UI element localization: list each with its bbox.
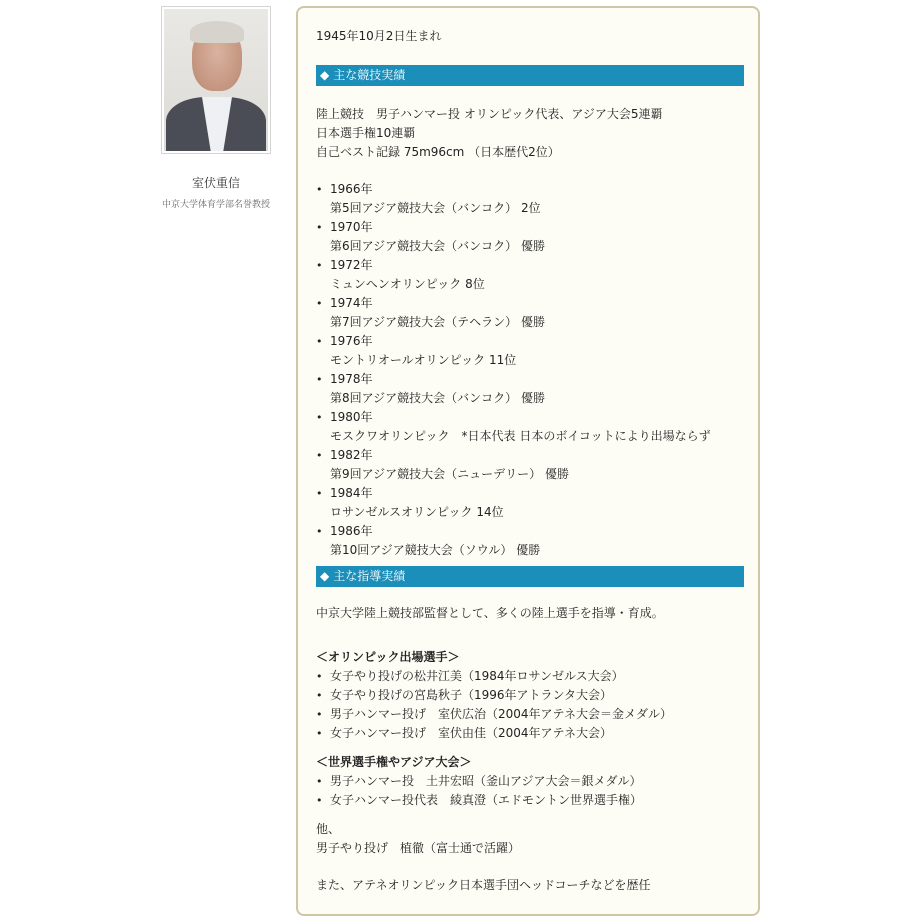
year-label: • 1974年 bbox=[330, 296, 373, 310]
section-header-competition bbox=[316, 65, 744, 86]
other-text: 男子やり投げ 植徹（富士通で活躍） bbox=[316, 841, 521, 855]
other-label: 他、 bbox=[316, 822, 341, 836]
list-item: • 女子ハンマー投げ 室伏由佳（2004年アテネ大会） bbox=[316, 724, 744, 743]
year-label: • 1984年 bbox=[330, 486, 373, 500]
list-item: • 男子ハンマー投 土井宏昭（釜山アジア大会＝銀メダル） bbox=[316, 772, 744, 791]
year-label: • 1976年 bbox=[330, 334, 373, 348]
list-item bbox=[316, 522, 744, 560]
year-label: • 1986年 bbox=[330, 524, 373, 538]
year-label: • 1970年 bbox=[330, 220, 373, 234]
event-text: ロサンゼルスオリンピック 14位 bbox=[330, 505, 504, 519]
diamond-icon: ◆ bbox=[320, 569, 330, 583]
list-item bbox=[316, 408, 744, 446]
year-label: • 1978年 bbox=[330, 372, 373, 386]
birth-date: 1945年10月2日生まれ bbox=[316, 29, 442, 43]
olympic-heading: ＜オリンピック出場選手＞ bbox=[316, 650, 460, 664]
list-item: • 男子ハンマー投げ 室伏広治（2004年アテネ大会＝金メダル） bbox=[316, 705, 744, 724]
event-text: 第6回アジア競技大会（バンコク） 優勝 bbox=[330, 239, 545, 253]
year-label: • 1966年 bbox=[330, 182, 373, 196]
list-item: • 女子ハンマー投代表 綾真澄（エドモントン世界選手権） bbox=[316, 791, 744, 810]
list-item bbox=[316, 218, 744, 256]
event-text: 第5回アジア競技大会（バンコク） 2位 bbox=[330, 201, 541, 215]
list-item: • 女子やり投げの宮島秋子（1996年アトランタ大会） bbox=[316, 686, 744, 705]
section-title: 主な指導実績 bbox=[333, 569, 406, 583]
other-athletes-block bbox=[316, 820, 744, 858]
event-text: 第9回アジア競技大会（ニューデリー） 優勝 bbox=[330, 467, 569, 481]
competition-summary bbox=[316, 105, 744, 162]
year-label: • 1982年 bbox=[330, 448, 373, 462]
profile-photo bbox=[164, 9, 268, 151]
diamond-icon: ◆ bbox=[320, 68, 330, 82]
list-item bbox=[316, 294, 744, 332]
section-title: 主な競技実績 bbox=[333, 68, 406, 82]
profile-photo-frame bbox=[161, 6, 271, 154]
list-item bbox=[316, 256, 744, 294]
event-text: 第7回アジア競技大会（テヘラン） 優勝 bbox=[330, 315, 545, 329]
world-athletes-block bbox=[316, 753, 744, 810]
year-label: • 1980年 bbox=[330, 410, 373, 424]
list-item bbox=[316, 332, 744, 370]
section-header-coaching bbox=[316, 566, 744, 587]
person-title: 中京大学体育学部名誉教授 bbox=[161, 200, 270, 210]
list-item bbox=[316, 180, 744, 218]
summary-line: 陸上競技 男子ハンマー投 オリンピック代表、アジア大会5連覇 bbox=[316, 107, 663, 121]
event-text: 第8回アジア競技大会（バンコク） 優勝 bbox=[330, 391, 545, 405]
closing-text: また、アテネオリンピック日本選手団ヘッドコーチなどを歴任 bbox=[316, 878, 651, 892]
list-item bbox=[316, 484, 744, 522]
event-text: モスクワオリンピック *日本代表 日本のボイコットにより出場ならず bbox=[330, 429, 711, 443]
summary-line: 日本選手権10連覇 bbox=[316, 126, 416, 140]
competition-year-list bbox=[316, 180, 744, 560]
olympic-athletes-block bbox=[316, 648, 744, 743]
list-item: • 女子やり投げの松井江美（1984年ロサンゼルス大会） bbox=[316, 667, 744, 686]
year-label: • 1972年 bbox=[330, 258, 373, 272]
event-text: 第10回アジア競技大会（ソウル） 優勝 bbox=[330, 543, 541, 557]
list-item bbox=[316, 446, 744, 484]
event-text: ミュンヘンオリンピック 8位 bbox=[330, 277, 485, 291]
coaching-intro: 中京大学陸上競技部監督として、多くの陸上選手を指導・育成。 bbox=[316, 606, 664, 620]
event-text: モントリオールオリンピック 11位 bbox=[330, 353, 517, 367]
list-item bbox=[316, 370, 744, 408]
person-name: 室伏重信 bbox=[191, 176, 240, 190]
profile-card bbox=[150, 6, 282, 210]
world-heading: ＜世界選手権やアジア大会＞ bbox=[316, 755, 472, 769]
summary-line: 自己ベスト記録 75m96cm （日本歴代2位） bbox=[316, 145, 560, 159]
bio-content-box bbox=[296, 6, 760, 916]
